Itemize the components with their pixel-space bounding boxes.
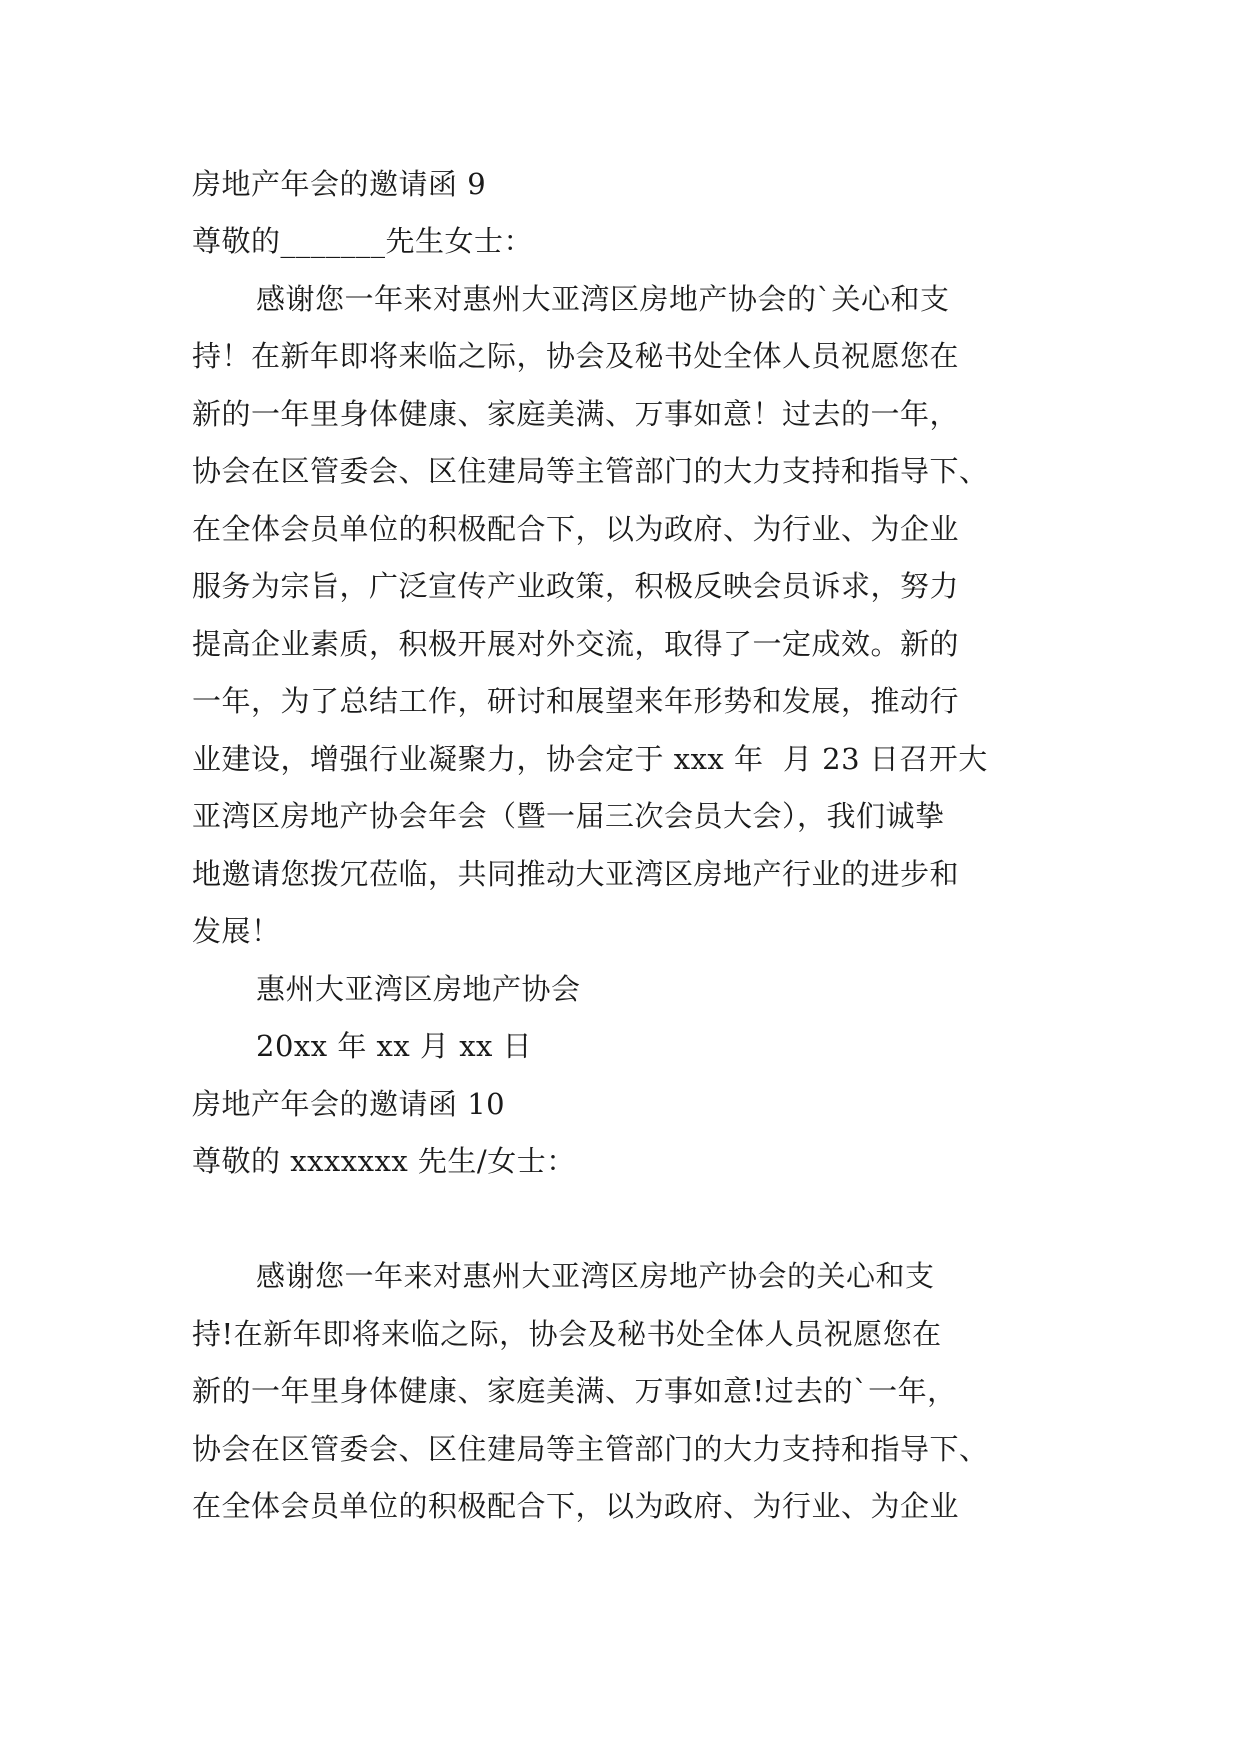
letter-10-body-line: 协会在区管委会、区住建局等主管部门的大力支持和指导下、	[192, 1432, 989, 1466]
letter-9-body-line: 感谢您一年来对惠州大亚湾区房地产协会的`关心和支	[256, 282, 950, 316]
letter-9-title: 房地产年会的邀请函 9	[192, 167, 487, 201]
letter-9-body-line: 服务为宗旨，广泛宣传产业政策，积极反映会员诉求，努力	[192, 569, 960, 603]
letter-9-salutation: 尊敬的_______先生女士：	[192, 224, 534, 258]
letter-9-body-line: 在全体会员单位的积极配合下，以为政府、为行业、为企业	[192, 512, 960, 546]
letter-9-date: 20xx 年 xx 月 xx 日	[256, 1029, 533, 1063]
letter-10-salutation: 尊敬的 xxxxxxx 先生/女士：	[192, 1144, 576, 1178]
letter-9-body-line: 协会在区管委会、区住建局等主管部门的大力支持和指导下、	[192, 454, 989, 488]
letter-9-body-line: 地邀请您拨冗莅临，共同推动大亚湾区房地产行业的进步和	[192, 857, 960, 891]
letter-9-body-line: 新的一年里身体健康、家庭美满、万事如意！过去的一年，	[192, 397, 960, 431]
letter-10-body-line: 持!在新年即将来临之际，协会及秘书处全体人员祝愿您在	[192, 1317, 942, 1351]
letter-9-signature: 惠州大亚湾区房地产协会	[256, 972, 581, 1006]
letter-10-body-line: 在全体会员单位的积极配合下，以为政府、为行业、为企业	[192, 1489, 960, 1523]
letter-9-body-line: 一年，为了总结工作，研讨和展望来年形势和发展，推动行	[192, 684, 960, 718]
letter-9-body-line: 持！在新年即将来临之际，协会及秘书处全体人员祝愿您在	[192, 339, 960, 373]
letter-10-body-line: 感谢您一年来对惠州大亚湾区房地产协会的关心和支	[256, 1259, 935, 1293]
letter-9-body-line: 发展！	[192, 914, 281, 948]
letter-9-body-line: 业建设，增强行业凝聚力，协会定于 xxx 年 月 23 日召开大	[192, 742, 988, 776]
letter-9-body-line: 亚湾区房地产协会年会（暨一届三次会员大会），我们诚挚	[192, 799, 945, 833]
letter-9-body-line: 提高企业素质，积极开展对外交流，取得了一定成效。新的	[192, 627, 960, 661]
letter-10-body-line: 新的一年里身体健康、家庭美满、万事如意!过去的`一年，	[192, 1374, 957, 1408]
letter-10-title: 房地产年会的邀请函 10	[192, 1087, 506, 1121]
